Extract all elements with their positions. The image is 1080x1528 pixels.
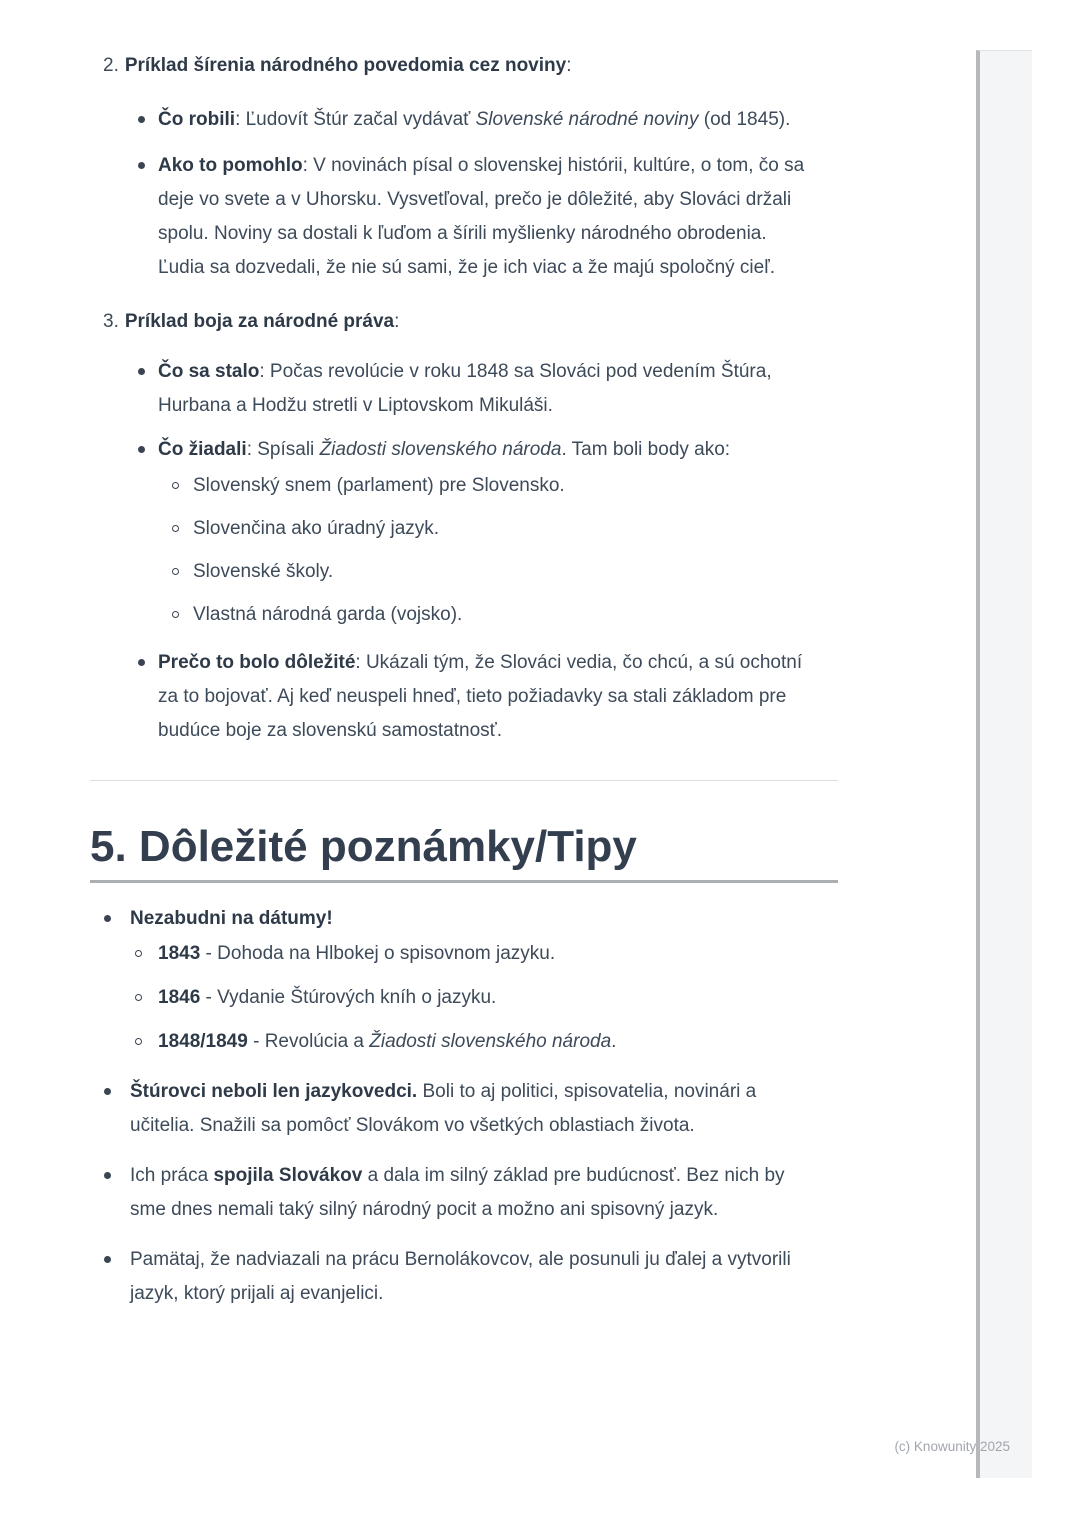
bullet-run: : Ukázali tým, že Slováci vedia, čo chcú, a sú ochotní za to bojovať. Aj keď neuspeli hneď, tieto požiadavky sa stali základom pre budúce boje za slovenskú samostatnosť. (158, 652, 803, 741)
list-item (90, 1159, 838, 1227)
bullet-lead: Nezabudni na dátumy! (130, 908, 333, 929)
dates-sub-list (130, 937, 820, 1059)
bullet-lead: Ako to pomohlo (158, 155, 303, 176)
bullet-lead: Čo robili (158, 109, 236, 130)
tips-bullet-list (90, 902, 838, 1311)
bullet-run: - Dohoda na Hlbokej o spisovnom jazyku. (200, 943, 556, 964)
list-item (90, 646, 838, 748)
item-number: 2. (103, 55, 119, 76)
date-lead: 1843 (158, 943, 201, 964)
item-3-bullet-list (90, 355, 838, 748)
sub-list-item (158, 469, 818, 503)
date-lead: 1848/1849 (158, 1031, 248, 1052)
date-lead: 1846 (158, 987, 201, 1008)
sub-bullet-text: Slovenské školy. (193, 561, 334, 582)
item-title-text: Príklad šírenia národného povedomia cez noviny (124, 55, 567, 76)
sub-list-item (158, 598, 818, 632)
sub-list-item (158, 555, 818, 589)
bullet-run: (od 1845). (698, 109, 791, 130)
bullet-run: - Vydanie Štúrových kníh o jazyku. (200, 987, 497, 1008)
list-item (90, 355, 838, 423)
document-content (90, 0, 838, 1311)
sub-list-item (130, 937, 820, 971)
bullet-run: - Revolúcia a (247, 1031, 370, 1052)
sub-bullet-text: Slovenský snem (parlament) pre Slovensko. (193, 475, 565, 496)
bullet-lead: Čo žiadali (158, 439, 247, 460)
list-item (90, 103, 838, 137)
item-title-colon: : (566, 55, 572, 76)
bullet-lead: Prečo to bolo dôležité (158, 652, 356, 673)
bullet-text (130, 1159, 820, 1227)
sub-list-item (130, 1025, 820, 1059)
item-title-text: Príklad boja za národné práva (124, 311, 395, 332)
bullet-text (158, 149, 818, 285)
copyright-watermark: (c) Knowunity 2025 (894, 1439, 1010, 1454)
bullet-run: Pamätaj, že nadviazali na prácu Bernolákovcov, ale posunuli ju ďalej a vytvorili jazyk, ktorý prijali aj evanjelici. (130, 1249, 791, 1304)
bullet-run: . (611, 1031, 617, 1052)
sub-bullet-text (158, 1025, 820, 1059)
bullet-text (158, 433, 818, 467)
item-number: 3. (103, 311, 119, 332)
bullet-text (158, 646, 818, 748)
list-item (90, 902, 838, 1059)
section-5-heading: 5. Dôležité poznámky/Tipy (90, 821, 838, 883)
bullet-run: . Tam boli body ako: (561, 439, 731, 460)
sub-bullet-text (158, 981, 820, 1015)
bullet-text (130, 902, 820, 936)
bullet-text (158, 355, 818, 423)
bullet-run: : Počas revolúcie v roku 1848 sa Slováci pod vedením Štúra, Hurbana a Hodžu stretli v Liptovskom Mikuláši. (158, 361, 772, 416)
sub-list-item (158, 512, 818, 546)
list-item (90, 1243, 838, 1311)
sub-bullet-text: Slovenčina ako úradný jazyk. (193, 518, 440, 539)
item-2-bullet-list (90, 103, 838, 285)
bullet-run: : Ľudovít Štúr začal vydávať (235, 109, 476, 130)
bullet-italic-run: Žiadosti slovenského národa (319, 439, 562, 460)
bullet-run: : Spísali (246, 439, 320, 460)
bullet-italic-run: Žiadosti slovenského národa (369, 1031, 612, 1052)
sub-bullet-text (158, 937, 820, 971)
list-item (90, 149, 838, 285)
list-item (90, 1075, 838, 1143)
bullet-lead: spojila Slovákov (213, 1165, 363, 1186)
numbered-item-3-title (103, 305, 838, 339)
bullet-run: Boli to aj politici, spisovatelia, novinári a učitelia. Snažili sa pomôcť Slovákom vo všetkých oblastiach života. (130, 1081, 757, 1136)
bullet-lead: Čo sa stalo (158, 361, 260, 382)
sub-list-item (130, 981, 820, 1015)
right-page-edge-strip (976, 50, 1032, 1478)
bullet-run: Ich práca (130, 1165, 214, 1186)
bullet-run: : V novinách písal o slovenskej histórii, kultúre, o tom, čo sa deje vo svete a v Uhorsku. Vysvetľoval, prečo je dôležité, aby Slováci držali spolu. Noviny sa dostali k ľuďom a šírili myšlienky národného obrodenia. Ľudia sa dozvedali, že nie sú sami, že je ich viac a že majú spoločný cieľ. (158, 155, 805, 278)
bullet-text (130, 1243, 820, 1311)
bullet-italic-run: Slovenské národné noviny (475, 109, 699, 130)
bullet-text (158, 103, 818, 137)
bullet-lead: Štúrovci neboli len jazykovedci. (130, 1081, 418, 1102)
sub-bullet-text: Vlastná národná garda (vojsko). (193, 604, 463, 625)
section-divider (90, 780, 838, 781)
item-title-colon: : (394, 311, 400, 332)
list-item (90, 433, 838, 632)
sub-bullet-list (158, 469, 818, 632)
numbered-item-2-title (103, 49, 838, 83)
bullet-run: a dala im silný základ pre budúcnosť. Bez nich by sme dnes nemali taký silný národný pocit a možno ani spisovný jazyk. (130, 1165, 785, 1220)
bullet-text (130, 1075, 820, 1143)
